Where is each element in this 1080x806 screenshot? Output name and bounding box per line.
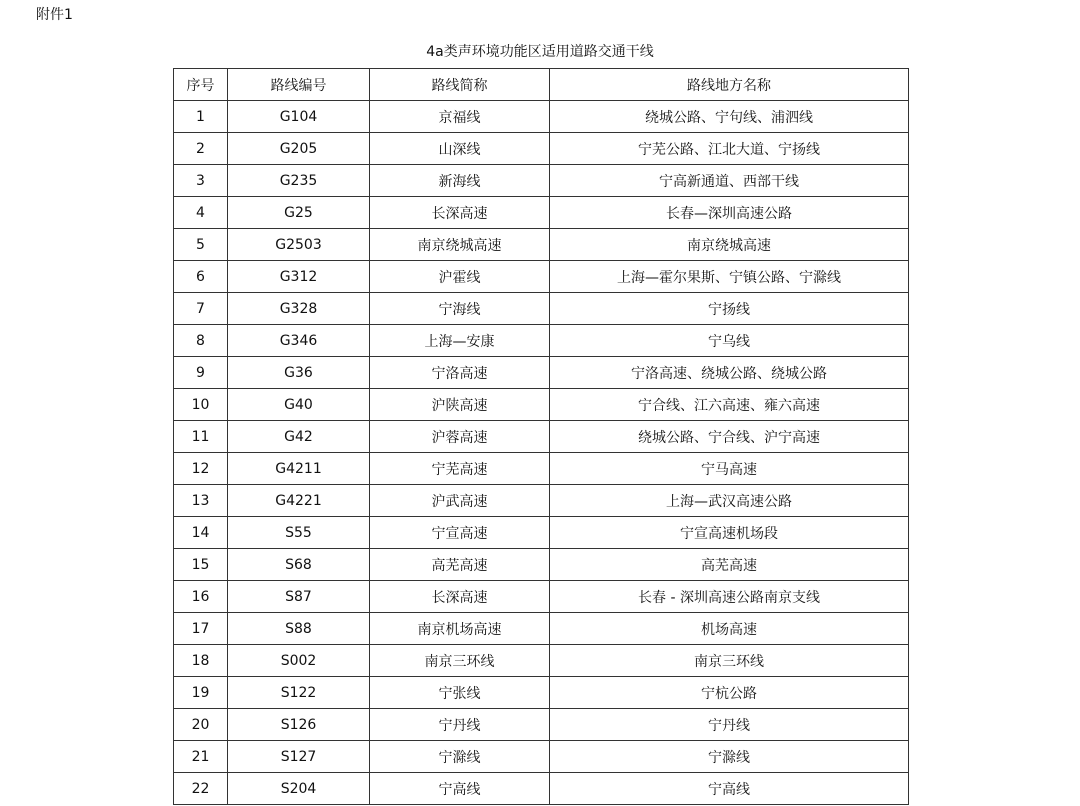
cell-route-local-name: 宁芜公路、江北大道、宁扬线 (550, 133, 909, 165)
cell-route-short-name: 新海线 (370, 165, 550, 197)
cell-route-short-name: 山深线 (370, 133, 550, 165)
cell-no: 2 (174, 133, 228, 165)
cell-route-local-name: 宁合线、江六高速、雍六高速 (550, 389, 909, 421)
cell-route-local-name: 宁滁线 (550, 741, 909, 773)
cell-route-code: S204 (228, 773, 370, 805)
cell-route-code: G36 (228, 357, 370, 389)
cell-no: 12 (174, 453, 228, 485)
table-row (174, 133, 909, 165)
table-row (174, 773, 909, 805)
cell-route-local-name: 南京绕城高速 (550, 229, 909, 261)
table-row (174, 261, 909, 293)
cell-route-code: S126 (228, 709, 370, 741)
cell-route-local-name: 长春 - 深圳高速公路南京支线 (550, 581, 909, 613)
cell-route-short-name: 南京机场高速 (370, 613, 550, 645)
cell-route-local-name: 绕城公路、宁句线、浦泗线 (550, 101, 909, 133)
cell-route-short-name: 宁滁线 (370, 741, 550, 773)
table-header-row (174, 69, 909, 101)
cell-route-local-name: 宁高线 (550, 773, 909, 805)
cell-route-short-name: 宁高线 (370, 773, 550, 805)
cell-no: 11 (174, 421, 228, 453)
cell-route-short-name: 宁张线 (370, 677, 550, 709)
cell-route-short-name: 宁洛高速 (370, 357, 550, 389)
cell-route-local-name: 上海—武汉高速公路 (550, 485, 909, 517)
cell-route-code: G25 (228, 197, 370, 229)
cell-no: 14 (174, 517, 228, 549)
road-table (173, 68, 909, 805)
cell-route-local-name: 宁扬线 (550, 293, 909, 325)
cell-no: 16 (174, 581, 228, 613)
cell-route-local-name: 高芜高速 (550, 549, 909, 581)
cell-route-short-name: 上海—安康 (370, 325, 550, 357)
cell-no: 3 (174, 165, 228, 197)
cell-route-short-name: 宁海线 (370, 293, 550, 325)
cell-no: 1 (174, 101, 228, 133)
table-row (174, 229, 909, 261)
header-route-local-name: 路线地方名称 (550, 69, 909, 101)
cell-route-short-name: 南京绕城高速 (370, 229, 550, 261)
header-route-short-name: 路线简称 (370, 69, 550, 101)
table-row (174, 677, 909, 709)
cell-route-local-name: 绕城公路、宁合线、沪宁高速 (550, 421, 909, 453)
header-no: 序号 (174, 69, 228, 101)
cell-route-short-name: 沪武高速 (370, 485, 550, 517)
cell-route-local-name: 宁宣高速机场段 (550, 517, 909, 549)
table-row (174, 709, 909, 741)
cell-route-short-name: 长深高速 (370, 197, 550, 229)
cell-no: 10 (174, 389, 228, 421)
cell-route-short-name: 京福线 (370, 101, 550, 133)
cell-route-local-name: 机场高速 (550, 613, 909, 645)
cell-no: 18 (174, 645, 228, 677)
table-row (174, 165, 909, 197)
table-row (174, 325, 909, 357)
table-row (174, 645, 909, 677)
cell-route-short-name: 宁芜高速 (370, 453, 550, 485)
cell-route-code: S88 (228, 613, 370, 645)
cell-no: 8 (174, 325, 228, 357)
table-row (174, 293, 909, 325)
cell-no: 4 (174, 197, 228, 229)
cell-no: 6 (174, 261, 228, 293)
cell-no: 22 (174, 773, 228, 805)
cell-no: 19 (174, 677, 228, 709)
cell-route-code: G312 (228, 261, 370, 293)
table-row (174, 357, 909, 389)
cell-route-local-name: 上海—霍尔果斯、宁镇公路、宁滁线 (550, 261, 909, 293)
cell-route-short-name: 沪霍线 (370, 261, 550, 293)
table-row (174, 517, 909, 549)
table-row (174, 485, 909, 517)
cell-route-code: G4221 (228, 485, 370, 517)
cell-route-code: S127 (228, 741, 370, 773)
cell-route-local-name: 长春—深圳高速公路 (550, 197, 909, 229)
document-title: 4a类声环境功能区适用道路交通干线 (426, 44, 654, 60)
cell-route-local-name: 宁马高速 (550, 453, 909, 485)
cell-route-short-name: 宁丹线 (370, 709, 550, 741)
cell-route-code: G235 (228, 165, 370, 197)
cell-no: 20 (174, 709, 228, 741)
cell-route-local-name: 宁杭公路 (550, 677, 909, 709)
cell-route-code: S55 (228, 517, 370, 549)
table-row (174, 389, 909, 421)
cell-no: 7 (174, 293, 228, 325)
cell-route-short-name: 南京三环线 (370, 645, 550, 677)
table-row (174, 613, 909, 645)
cell-route-code: S68 (228, 549, 370, 581)
table-row (174, 197, 909, 229)
cell-route-code: G104 (228, 101, 370, 133)
cell-no: 5 (174, 229, 228, 261)
cell-route-code: G42 (228, 421, 370, 453)
cell-route-local-name: 南京三环线 (550, 645, 909, 677)
cell-route-local-name: 宁洛高速、绕城公路、绕城公路 (550, 357, 909, 389)
cell-route-local-name: 宁高新通道、西部干线 (550, 165, 909, 197)
cell-no: 9 (174, 357, 228, 389)
table-row (174, 421, 909, 453)
attachment-label: 附件1 (36, 7, 73, 23)
cell-no: 15 (174, 549, 228, 581)
cell-route-short-name: 沪陕高速 (370, 389, 550, 421)
table-row (174, 101, 909, 133)
cell-route-code: S87 (228, 581, 370, 613)
table-row (174, 741, 909, 773)
cell-no: 21 (174, 741, 228, 773)
cell-route-code: S122 (228, 677, 370, 709)
cell-route-short-name: 高芜高速 (370, 549, 550, 581)
table-row (174, 581, 909, 613)
cell-route-code: G40 (228, 389, 370, 421)
cell-route-code: G2503 (228, 229, 370, 261)
header-route-code: 路线编号 (228, 69, 370, 101)
cell-route-short-name: 长深高速 (370, 581, 550, 613)
cell-route-code: G346 (228, 325, 370, 357)
table-row (174, 453, 909, 485)
cell-route-code: G328 (228, 293, 370, 325)
cell-route-local-name: 宁丹线 (550, 709, 909, 741)
cell-route-short-name: 沪蓉高速 (370, 421, 550, 453)
cell-route-code: G4211 (228, 453, 370, 485)
cell-no: 13 (174, 485, 228, 517)
cell-no: 17 (174, 613, 228, 645)
cell-route-local-name: 宁乌线 (550, 325, 909, 357)
table-row (174, 549, 909, 581)
cell-route-code: G205 (228, 133, 370, 165)
cell-route-code: S002 (228, 645, 370, 677)
cell-route-short-name: 宁宣高速 (370, 517, 550, 549)
